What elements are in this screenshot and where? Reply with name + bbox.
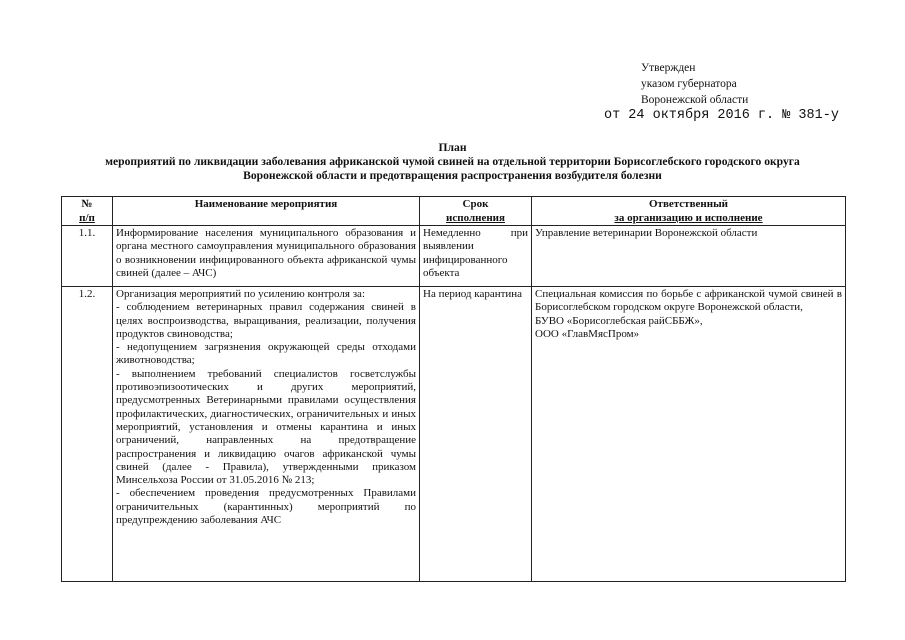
approval-date: от 24 октября 2016 г. № 381-у <box>604 108 839 123</box>
header-term-top: Срок <box>462 198 489 210</box>
plan-title-heading: План <box>438 141 467 154</box>
measure-line: - обеспечением проведения предусмотренных Правилами ограничительных (карантинных) мероприятий по предупреждению заболевания АЧС <box>116 487 416 527</box>
header-num-bottom: п/п <box>79 211 95 224</box>
plan-title-subject: мероприятий по ликвидации заболевания африканской чумой свиней на отдельной территории Борисоглебского городского округа <box>105 155 800 168</box>
measures-table <box>61 196 846 582</box>
measure-line: - недопущением загрязнения окружающей среды отходами животноводства; <box>116 341 416 367</box>
row-responsible: Управление ветеринарии Воронежской области <box>532 226 846 287</box>
plan-title-subject-cont: Воронежской области и предотвращения распространения возбудителя болезни <box>243 169 662 182</box>
approval-line-decree: указом губернатора <box>641 78 737 90</box>
approval-line-approved: Утвержден <box>641 62 696 74</box>
measure-line: - выполнением требований специалистов госветслужбы противоэпизоотических и других мероприятий, предусмотренных Ветеринарными правилами осуществления профилактических, диагностических, ограничительных и иных мероприятий, установления и отмены карантина и иных ограничений, направленных на предотвращение распространения и ликвидацию очагов африканской чумы свиней (далее - Правила), утвержденными приказом Минсельхоза России от 31.05.2016 № 213; <box>116 367 416 487</box>
row-term: На период карантина <box>420 287 532 582</box>
row-term: Немедленно при выявлении инфицированного объекта <box>420 226 532 287</box>
header-term <box>420 197 532 226</box>
row-num: 1.2. <box>62 287 113 582</box>
approval-line-region: Воронежской области <box>641 94 749 106</box>
measure-line: Организация мероприятий по усилению контроля за: <box>116 288 365 300</box>
plan-title <box>40 141 865 183</box>
header-term-bottom: исполнения <box>446 211 505 224</box>
table-row <box>62 287 846 582</box>
header-responsible-top: Ответственный <box>648 198 729 210</box>
header-responsible-bottom: за организацию и исполнение <box>614 211 763 224</box>
responsible-line: Специальная комиссия по борьбе с африканской чумой свиней в Борисоглебском городском округе Воронежской области, <box>535 288 842 314</box>
responsible-line: БУВО «Борисоглебская райСББЖ», <box>535 314 703 327</box>
header-responsible <box>532 197 846 226</box>
row-measure <box>113 287 420 582</box>
table-header-row <box>62 197 846 226</box>
measure-line: - соблюдением ветеринарных правил содержания свиней в целях воспроизводства, выращивания, реализации, получения продуктов свиноводства; <box>116 301 416 340</box>
responsible-line: ООО «ГлавМясПром» <box>535 327 640 340</box>
approval-block <box>641 60 748 108</box>
table-row <box>62 226 846 287</box>
row-num: 1.1. <box>62 226 113 287</box>
header-num <box>62 197 113 226</box>
header-num-top: № <box>81 198 93 210</box>
header-name-label: Наименование мероприятия <box>194 198 338 210</box>
row-measure: Информирование населения муниципального образования и органа местного самоуправления муниципального образования о возникновении инфицированного объекта африканской чумы свиней (далее – АЧС) <box>113 226 420 287</box>
header-name <box>113 197 420 226</box>
row-responsible <box>532 287 846 582</box>
